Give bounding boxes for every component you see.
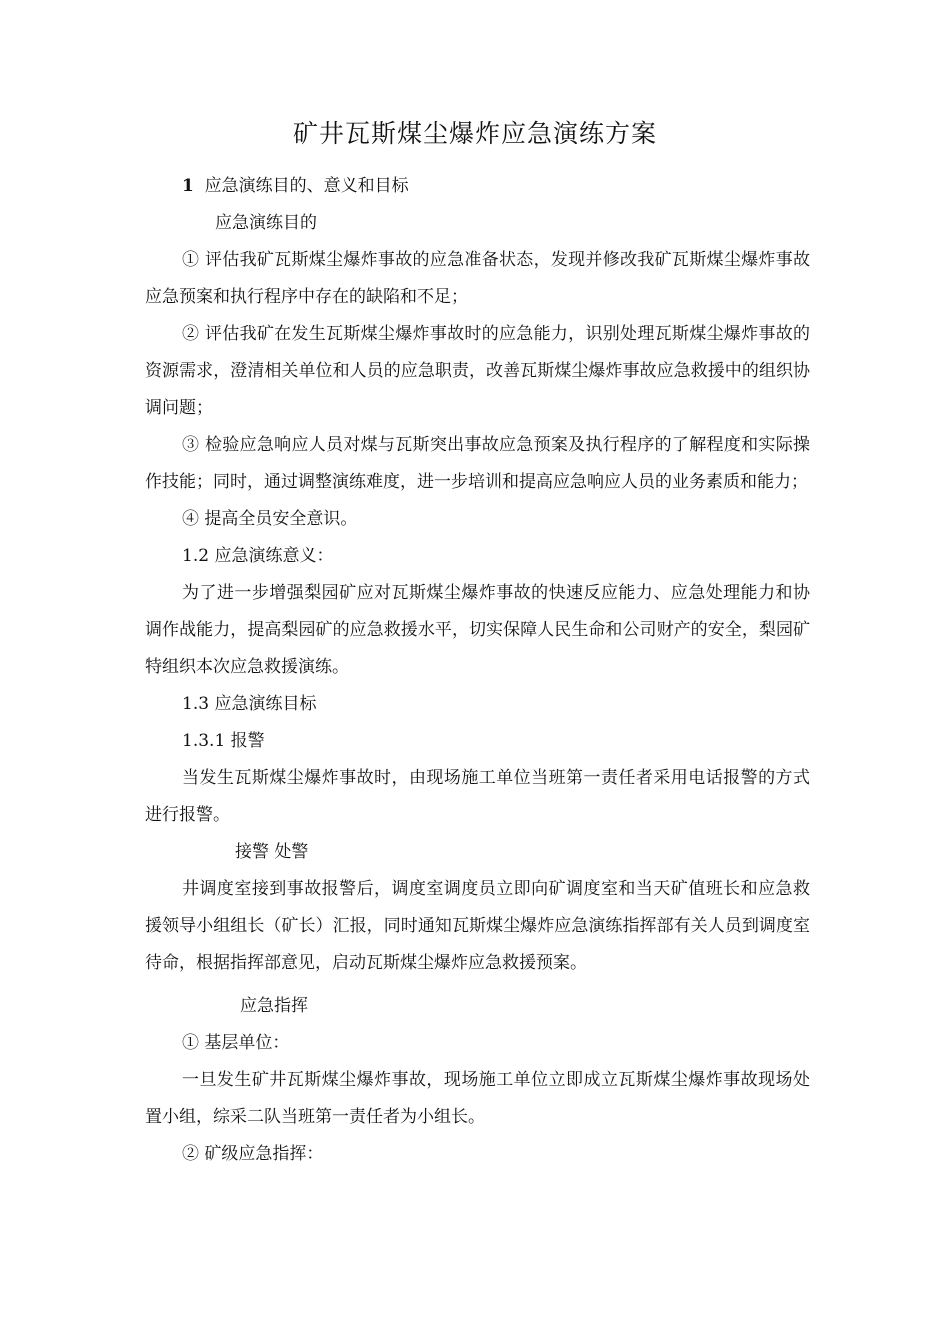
paragraph-item-3: ③ 检验应急响应人员对煤与瓦斯突出事故应急预案及执行程序的了解程度和实际操作技能；同时，通过调整演练难度，进一步培训和提高应急响应人员的业务素质和能力； — [145, 435, 810, 492]
subsubsection-title: 1.3.1 报警 — [182, 731, 265, 751]
subsection-title: 1.2 应急演练意义： — [182, 546, 334, 566]
paragraph-item-2: ② 评估我矿在发生瓦斯煤尘爆炸事故时的应急能力，识别处理瓦斯煤尘爆炸事故的资源需求，澄清相关单位和人员的应急职责，改善瓦斯煤尘爆炸事故应急救援中的组织协调问题； — [145, 324, 810, 418]
paragraph: 为了进一步增强梨园矿应对瓦斯煤尘爆炸事故的快速反应能力、应急处理能力和协调作战能力，提高梨园矿的应急救援水平，切实保障人民生命和公司财产的安全，梨园矿特组织本次应急救援演练。 — [145, 583, 810, 677]
section-heading — [145, 168, 810, 205]
paragraph: 一旦发生矿井瓦斯煤尘爆炸事故，现场施工单位立即成立瓦斯煤尘爆炸事故现场处置小组，综采二队当班第一责任者为小组长。 — [145, 1070, 810, 1127]
list-item: ① 基层单位： — [182, 1033, 290, 1053]
section-number: 1 — [182, 176, 194, 196]
document-title: 矿井瓦斯煤尘爆炸应急演练方案 — [292, 119, 657, 148]
subsubsection-title: 应急指挥 — [240, 996, 308, 1016]
document-body — [145, 168, 810, 1173]
section-heading-text: 应急演练目的、意义和目标 — [204, 176, 409, 196]
list-item: ② 矿级应急指挥： — [182, 1144, 324, 1164]
subsubsection-title: 接警 处警 — [235, 842, 309, 862]
paragraph-item-1: ① 评估我矿瓦斯煤尘爆炸事故的应急准备状态，发现并修改我矿瓦斯煤尘爆炸事故应急预案和执行程序中存在的缺陷和不足； — [145, 250, 810, 307]
paragraph-item-4: ④ 提高全员安全意识。 — [182, 509, 358, 529]
paragraph: 当发生瓦斯煤尘爆炸事故时，由现场施工单位当班第一责任者采用电话报警的方式进行报警。 — [145, 768, 810, 825]
paragraph: 井调度室接到事故报警后，调度室调度员立即向矿调度室和当天矿值班长和应急救援领导小组组长（矿长）汇报，同时通知瓦斯煤尘爆炸应急演练指挥部有关人员到调度室待命，根据指挥部意见，启动瓦斯煤尘爆炸应急救援预案。 — [145, 879, 810, 973]
subsection-title: 应急演练目的 — [215, 213, 317, 233]
subsection-title: 1.3 应急演练目标 — [182, 694, 317, 714]
